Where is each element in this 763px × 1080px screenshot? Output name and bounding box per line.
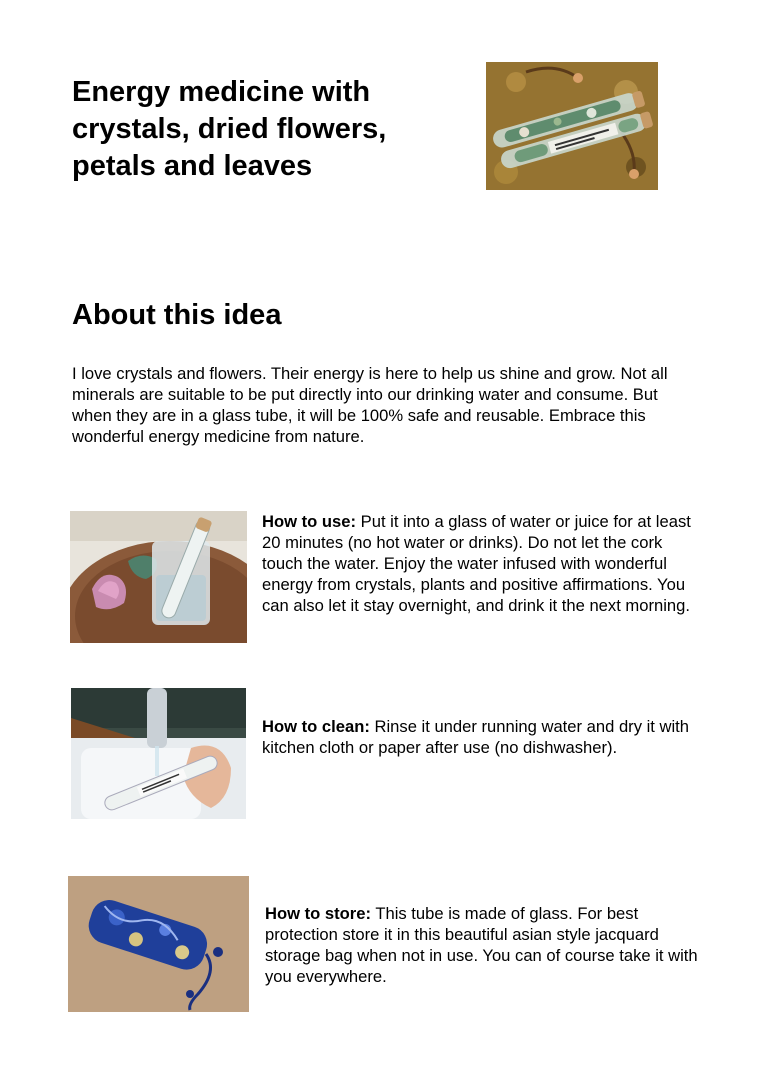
photo-rinsing-tube-under-tap	[71, 688, 246, 819]
step-body: This tube is made of glass. For best protection store it in this beautiful asian style jacquard storage bag when not in use. You can of course take it with you everywhere.	[265, 904, 698, 986]
step-body: Put it into a glass of water or juice for at least 20 minutes (no hot water or drinks). Do not let the cork touch the water. Enjoy the water infused with wonderful energy from crystals, plants and positive affirmations. You can also let it stay overnight, and drink it the next morning.	[262, 512, 691, 615]
hero-photo-tubes-on-bag	[486, 62, 658, 190]
page-title: Energy medicine with crystals, dried flowers, petals and leaves	[72, 76, 387, 182]
step-body: Rinse it under running water and dry it with kitchen cloth or paper after use (no dishwasher).	[262, 717, 690, 757]
step-label: How to store:	[265, 904, 372, 923]
photo-blue-jacquard-storage-bag	[68, 876, 249, 1012]
photo-glass-with-tube-and-crystals	[70, 511, 247, 643]
step-how-to-store	[265, 903, 705, 987]
step-how-to-clean	[262, 716, 702, 758]
step-how-to-use	[262, 511, 702, 616]
about-body: I love crystals and flowers. Their energy is here to help us shine and grow. Not all minerals are suitable to be put directly into our drinking water and consume. But when they are in a glass tube, it will be 100% safe and reusable. Embrace this wonderful energy medicine from nature.	[72, 364, 668, 446]
step-label: How to use:	[262, 512, 357, 531]
step-label: How to clean:	[262, 717, 370, 736]
about-heading: About this idea	[72, 299, 282, 331]
